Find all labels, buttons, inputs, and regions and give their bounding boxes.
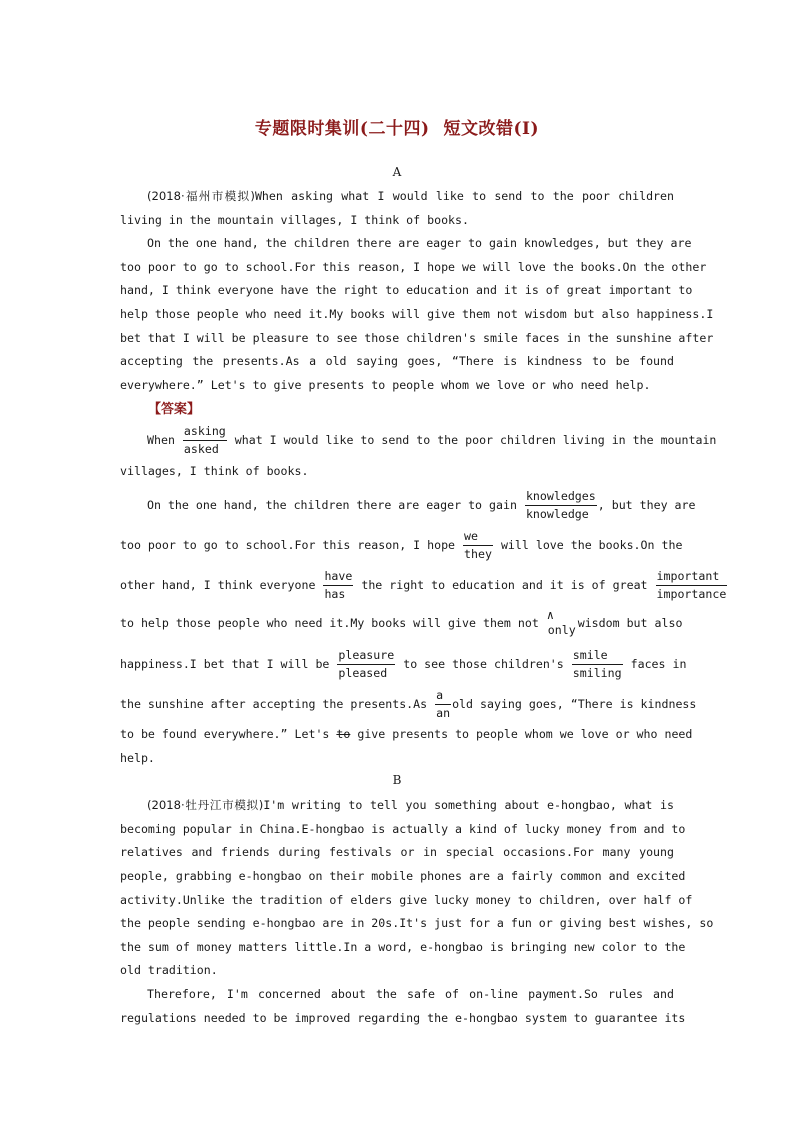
answer-line-9: to be found everywhere.” Let's to give presents to people whom we love or who need — [120, 727, 693, 741]
answer-line-2: villages, I think of books. — [120, 464, 309, 478]
section-a-label: A — [392, 165, 402, 179]
answer-tag: 【答案】 — [148, 402, 201, 417]
answer-line-6: to help those people who need it.My books will give them not ∧ only wisdom but also — [120, 608, 683, 637]
section-a-line-9: everywhere.” Let's to give presents to people whom we love or who need help. — [120, 378, 651, 392]
section-b-line-9: Therefore, I'm concerned about the safe of on-line payment.So rules and — [147, 987, 674, 1001]
section-a-line-6: help those people who need it.My books will give them not wisdom but also happiness.I — [120, 307, 714, 321]
section-a-line-8: accepting the presents.As a old saying goes, “There is kindness to be found — [120, 354, 674, 368]
section-b-line-6: the people sending e-hongbao are in 20s.It's just for a fun or giving best wishes, so — [120, 916, 714, 930]
correction-asking: asking asked — [183, 424, 226, 456]
section-a-source: (2018·福州市模拟) — [147, 189, 255, 203]
answer-line-7: happiness.I bet that I will be pleasure pleased to see those children's smile smiling faces in — [120, 648, 687, 680]
title-main: 专题限时集训(二十四) — [254, 119, 430, 139]
section-b-source: (2018·牡丹江市模拟) — [147, 798, 264, 812]
answer-line-8: the sunshine after accepting the presents.As $\frac{a}{an}$ old saying goes, “There is kindness — [120, 688, 697, 720]
correction-have: have has — [324, 569, 353, 601]
section-b-label: B — [392, 773, 402, 787]
section-a-line-7: bet that I will be pleasure to see those children's smile faces in the sunshine after — [120, 331, 714, 345]
section-a-line-2: living in the mountain villages, I think of books. — [120, 213, 470, 227]
section-b-line-2: becoming popular in China.E-hongbao is actually a kind of lucky money from and to — [120, 822, 686, 836]
answer-line-3: On the one hand, the children there are eager to gain knowledges knowledge , but they are — [147, 489, 696, 521]
answer-line-10: help. — [120, 751, 155, 765]
answer-line-1: When asking asked what I would like to send to the poor children living in the mountain — [147, 424, 717, 456]
section-b-line-5: activity.Unlike the tradition of elders give lucky money to children, over half of — [120, 893, 693, 907]
section-a-line-5: hand, I think everyone have the right to education and it is of great important to — [120, 283, 693, 297]
section-b-line-8: old tradition. — [120, 963, 218, 977]
section-b-line-4: people, grabbing e-hongbao on their mobile phones are a fairly common and excited — [120, 869, 686, 883]
section-b-line-7: the sum of money matters little.In a word, e-hongbao is bringing new color to the — [120, 940, 686, 954]
page-title — [0, 114, 794, 139]
correction-pleasure: pleasure pleased — [338, 648, 395, 680]
section-b-line-10: regulations needed to be improved regarding the e-hongbao system to guarantee its — [120, 1011, 686, 1025]
section-b-line-3: relatives and friends during festivals or in special occasions.For many young — [120, 845, 674, 859]
section-a-line-3: On the one hand, the children there are eager to gain knowledges, but they are — [147, 236, 692, 250]
correction-delete-to: to — [336, 727, 351, 741]
correction-a: $\frac{a}{an}$ — [436, 688, 451, 720]
correction-knowledges: knowledges knowledge — [525, 489, 596, 521]
correction-insert-only: ∧ only — [546, 608, 576, 637]
correction-we: we they — [464, 529, 492, 561]
answer-line-4: too poor to go to school.For this reason, I hope we they will love the books.On the — [120, 529, 683, 561]
section-a-line-4: too poor to go to school.For this reason, I hope we will love the books.On the other — [120, 260, 707, 274]
correction-smile: smile smiling — [572, 648, 622, 680]
correction-important: important importance — [656, 569, 727, 601]
section-b-line-1: (2018·牡丹江市模拟)I'm writing to tell you something about e-hongbao, what is — [147, 798, 674, 812]
section-a-line-1: (2018·福州市模拟)When asking what I would like to send to the poor children — [147, 189, 674, 203]
answer-line-5: other hand, I think everyone have has the right to education and it is of great important importance — [120, 569, 727, 601]
title-sub: 短文改错(Ⅰ) — [443, 119, 540, 139]
